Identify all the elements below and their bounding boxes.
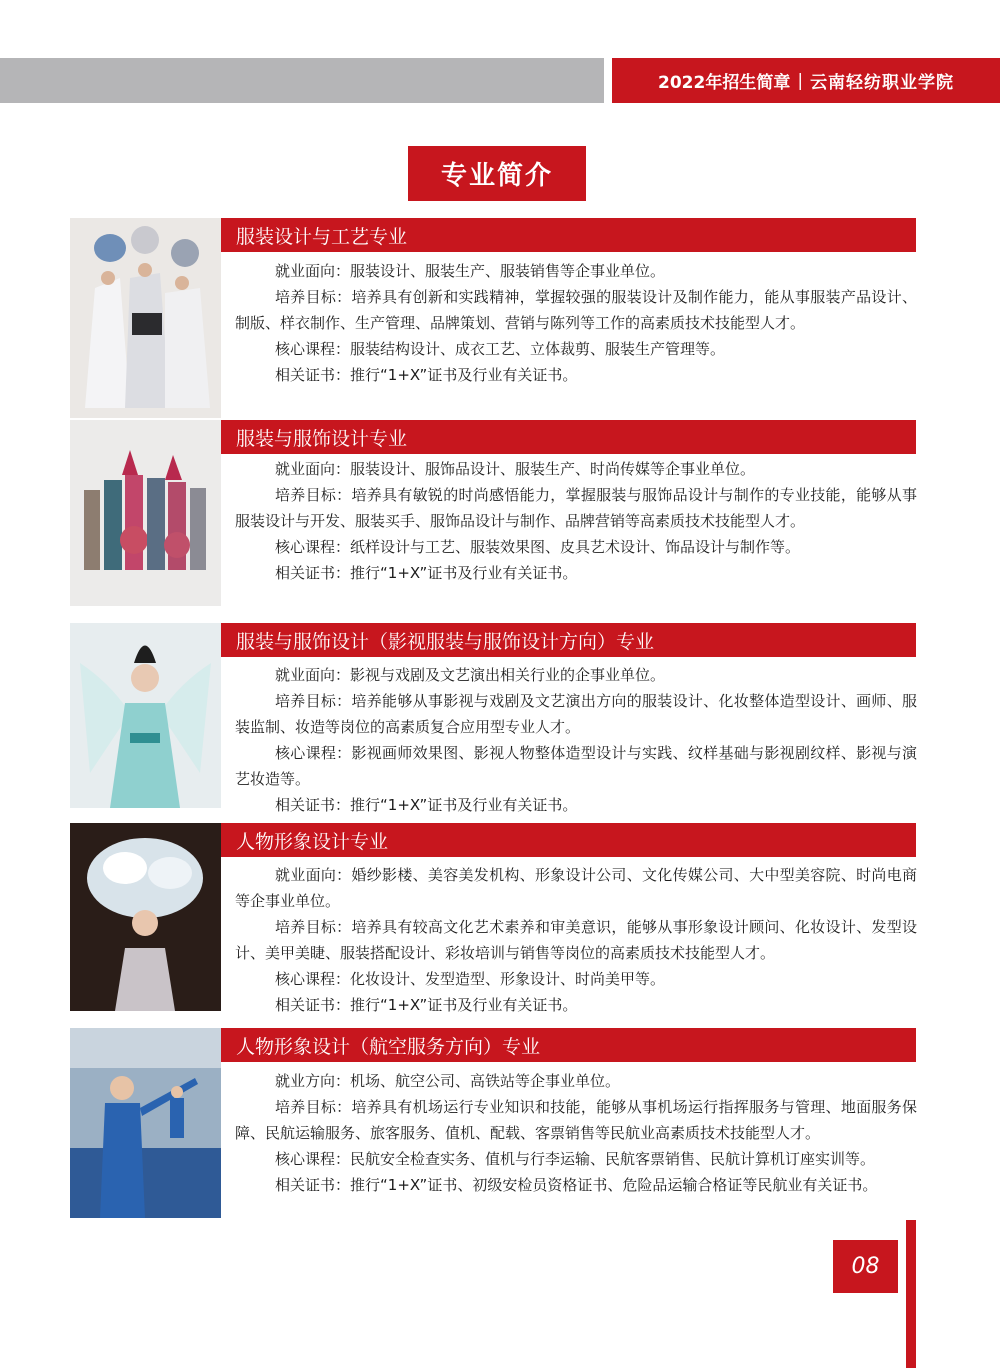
major-title-bar: 服装与服饰设计专业 [221,420,916,454]
brochure-title: 2022年招生简章 [658,73,791,93]
courses-line: 核心课程：民航安全检查实务、值机与行李运输、民航客票销售、民航计算机订座实训等。 [275,1150,876,1168]
major-description [235,456,917,586]
section-title: 专业简介 [408,146,586,201]
goal-line: 培养目标：培养具有较高文化艺术素养和审美意识，能够从事形象设计顾问、化妆设计、发型设计、美甲美睫、服装搭配设计、彩妆培训与销售等岗位的高素质技术技能型人才。 [235,918,917,962]
header-separator: | [797,70,804,91]
major-title-bar: 人物形象设计专业 [221,823,916,857]
page-number: 08 [833,1240,898,1293]
major-description [235,862,917,1018]
major-description [235,258,917,388]
photo-image-design [70,823,221,1011]
major-title-bar: 服装设计与工艺专业 [221,218,916,252]
goal-line: 培养目标：培养能够从事影视与戏剧及文艺演出方向的服装设计、化妆整体造型设计、画师、服装监制、妆造等岗位的高素质复合应用型专业人才。 [235,692,917,736]
certificate-line: 相关证书：推行“1+X”证书及行业有关证书。 [275,796,578,814]
header-red-band [612,58,1000,103]
major-title-bar: 服装与服饰设计（影视服装与服饰设计方向）专业 [221,623,916,657]
school-name: 云南轻纺职业学院 [810,73,955,93]
courses-line: 核心课程：服装结构设计、成衣工艺、立体裁剪、服装生产管理等。 [275,340,726,358]
photo-fashion-runway [70,218,221,418]
photo-film-costume [70,623,221,808]
courses-line: 核心课程：化妆设计、发型造型、形象设计、时尚美甲等。 [275,970,666,988]
certificate-line: 相关证书：推行“1+X”证书及行业有关证书。 [275,996,578,1014]
certificate-line: 相关证书：推行“1+X”证书及行业有关证书。 [275,366,578,384]
major-title-bar: 人物形象设计（航空服务方向）专业 [221,1028,916,1062]
employment-line: 就业面向：婚纱影楼、美容美发机构、形象设计公司、文化传媒公司、大中型美容院、时尚电商等企事业单位。 [235,866,917,910]
photo-costume-display [70,420,221,606]
courses-line: 核心课程：纸样设计与工艺、服装效果图、皮具艺术设计、饰品设计与制作等。 [275,538,801,556]
certificate-line: 相关证书：推行“1+X”证书、初级安检员资格证书、危险品运输合格证等民航业有关证书。 [275,1176,878,1194]
courses-line: 核心课程：影视画师效果图、影视人物整体造型设计与实践、纹样基础与影视剧纹样、影视与演艺妆造等。 [235,744,917,788]
major-description [235,662,917,818]
major-description [235,1068,917,1198]
header-gray-band [0,58,604,103]
employment-line: 就业面向：服装设计、服装生产、服装销售等企事业单位。 [275,262,666,280]
photo-aviation-service [70,1028,221,1218]
goal-line: 培养目标：培养具有创新和实践精神，掌握较强的服装设计及制作能力，能从事服装产品设计、制版、样衣制作、生产管理、品牌策划、营销与陈列等工作的高素质技术技能型人才。 [235,288,917,332]
employment-line: 就业面向：影视与戏剧及文艺演出相关行业的企事业单位。 [275,666,666,684]
certificate-line: 相关证书：推行“1+X”证书及行业有关证书。 [275,564,578,582]
employment-line: 就业面向：服装设计、服饰品设计、服装生产、时尚传媒等企事业单位。 [275,460,756,478]
employment-line: 就业方向：机场、航空公司、高铁站等企事业单位。 [275,1072,621,1090]
goal-line: 培养目标：培养具有敏锐的时尚感悟能力，掌握服装与服饰品设计与制作的专业技能，能够从事服装设计与开发、服装买手、服饰品设计与制作、品牌营销等高素质技术技能型人才。 [235,486,917,530]
decorative-red-strip [906,1220,916,1368]
goal-line: 培养目标：培养具有机场运行专业知识和技能，能够从事机场运行指挥服务与管理、地面服务保障、民航运输服务、旅客服务、值机、配载、客票销售等民航业高素质技术技能型人才。 [235,1098,917,1142]
